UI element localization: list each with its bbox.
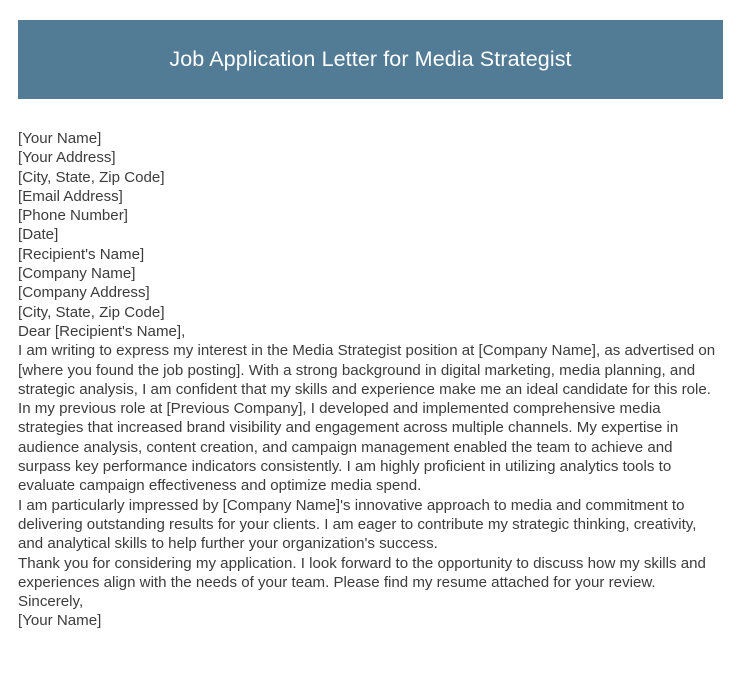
sender-name-line: [Your Name] <box>18 130 102 147</box>
body-paragraph-4: Thank you for considering my application. I look forward to the opportunity to discuss how my skills and experiences align with the needs of your team. Please find my resume attached for your review. <box>18 554 706 591</box>
letter-header-banner <box>18 20 723 99</box>
body-paragraph-2: In my previous role at [Previous Company], I developed and implemented comprehensive media strategies that increased brand visibility and engagement across multiple channels. My expertise in audience analysis, content creation, and campaign management enabled the team to achieve and surpass key performance indicators consistently. I am highly proficient in utilizing analytics tools to evaluate campaign effectiveness and optimize media spend. <box>18 400 679 495</box>
recipient-company-line: [Company Name] <box>18 265 136 283</box>
closing-line: Sincerely, <box>18 593 84 611</box>
sender-city-line: [City, State, Zip Code] <box>18 168 165 186</box>
page-title: Job Application Letter for Media Strategist <box>169 46 572 71</box>
recipient-address-line: [Company Address] <box>18 284 150 302</box>
recipient-city-line: [City, State, Zip Code] <box>18 303 165 321</box>
date-line: [Date] <box>18 226 59 244</box>
sender-phone-line: [Phone Number] <box>18 207 128 225</box>
signature-name-line: [Your Name] <box>18 612 102 630</box>
sender-email-line: [Email Address] <box>18 187 123 205</box>
body-paragraph-1: I am writing to express my interest in the Media Strategist position at [Company Name], as advertised on [where you found the job posting]. With a strong background in digital marketing, media planning, and strategic analysis, I am confident that my skills and experience make me an ideal candidate for this role. <box>18 342 716 398</box>
body-paragraph-3: I am particularly impressed by [Company Name]'s innovative approach to media and commitment to delivering outstanding results for your clients. I am eager to contribute my strategic thinking, creativity, and analytical skills to help further your organization's success. <box>18 496 697 553</box>
recipient-name-line: [Recipient's Name] <box>18 245 145 263</box>
salutation: Dear [Recipient's Name], <box>18 322 186 340</box>
sender-address-line: [Your Address] <box>18 149 116 167</box>
letter-body <box>18 129 718 631</box>
